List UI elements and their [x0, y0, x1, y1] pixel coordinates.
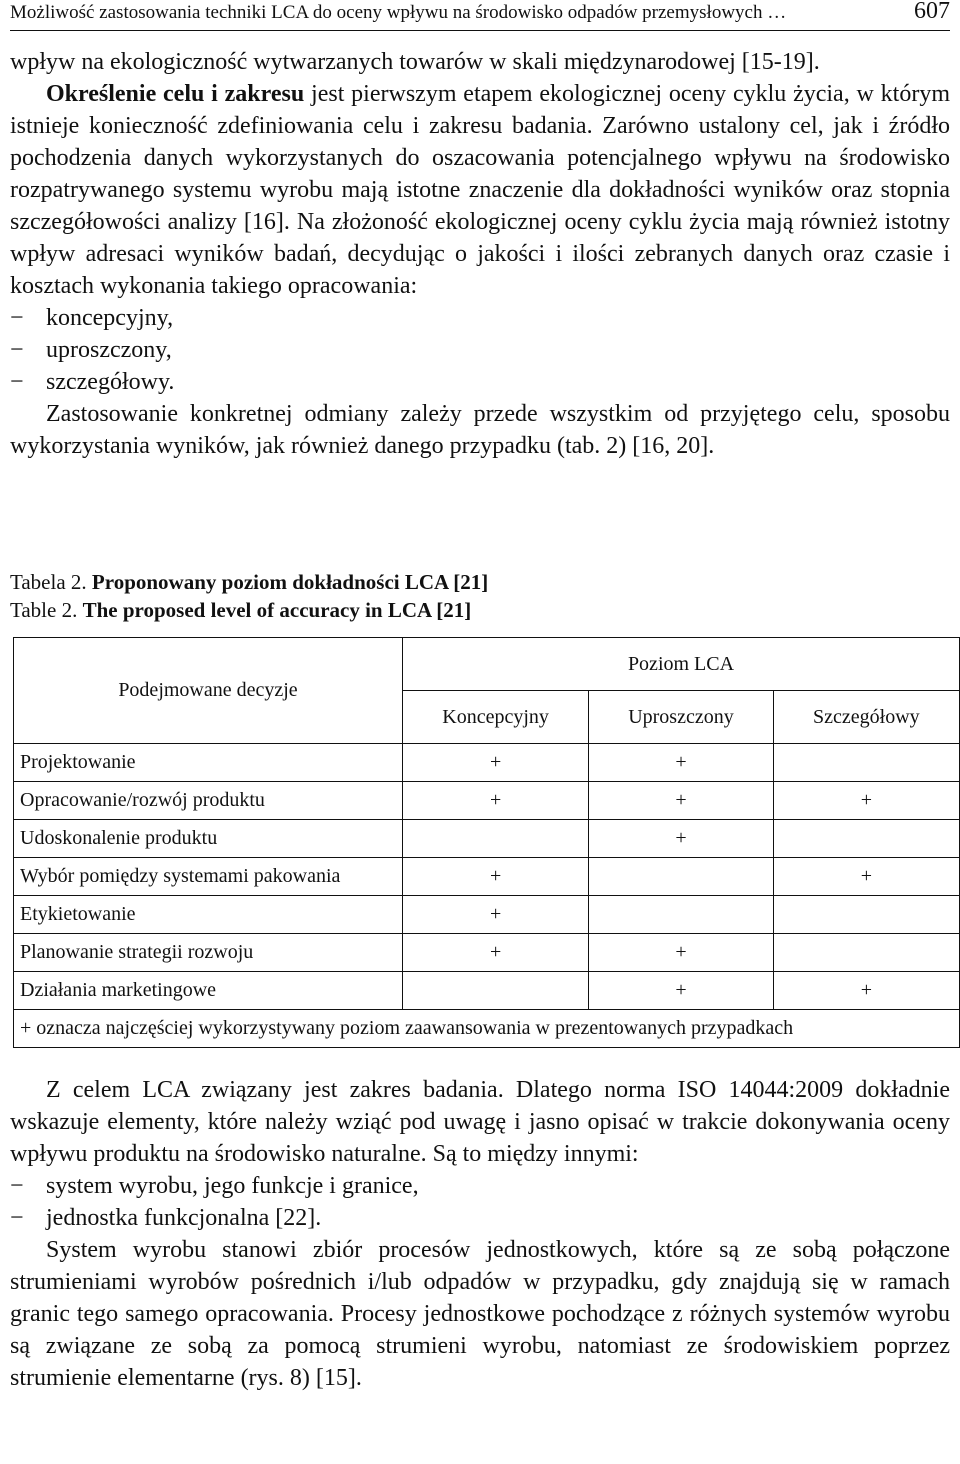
- table-cell: [403, 820, 589, 858]
- table-row: [14, 820, 960, 858]
- row-label: Planowanie strategii rozwoju: [14, 934, 403, 972]
- dash-bullet: −: [10, 305, 24, 331]
- row-label: Projektowanie: [14, 744, 403, 782]
- scope-section: [10, 1074, 950, 1394]
- list-item: − szczegółowy.: [10, 366, 950, 398]
- caption-en: Table 2. The proposed level of accuracy in LCA [21]: [10, 598, 472, 622]
- table-cell: [403, 972, 589, 1010]
- table-cell: +: [589, 820, 774, 858]
- scope-paragraph: Z celem LCA związany jest zakres badania. Dlatego norma ISO 14044:2009 dokładnie wskazuje elementy, które należy wziąć pod uwagę i jasno opisać w trakcie dokonywania oceny wpływu produktu na środowisko naturalne. Są to między innymi:: [10, 1077, 950, 1167]
- table-row: [14, 858, 960, 896]
- table-row: [14, 972, 960, 1010]
- table-header-row: [14, 638, 960, 691]
- row-label: Udoskonalenie produktu: [14, 820, 403, 858]
- continuation-paragraph: wpływ na ekologiczność wytwarzanych towarów w skali międzynarodowej [15-19].: [10, 49, 820, 75]
- table-cell: +: [773, 858, 959, 896]
- table-cell: [589, 896, 774, 934]
- list-item: − koncepcyjny,: [10, 302, 950, 334]
- row-label: Działania marketingowe: [14, 972, 403, 1010]
- table-row: [14, 934, 960, 972]
- lca-variant-list: [10, 302, 950, 398]
- table-caption: [10, 568, 950, 624]
- product-system-paragraph: System wyrobu stanowi zbiór procesów jednostkowych, które są ze sobą połączone strumieniami wyrobów pośrednich i/lub odpadów w przypadku, gdy znajdują się w ramach granic tego samego opracowania. Procesy jednostkowe pochodzące z różnych systemów wyrobu są związane ze sobą za pomocą strumieni wyrobu, natomiast ze środowiskiem poprzez strumienie elementarne (rys. 8) [15].: [10, 1237, 950, 1391]
- row-label: Opracowanie/rozwój produktu: [14, 782, 403, 820]
- table-cell: +: [589, 972, 774, 1010]
- column-header: Szczegółowy: [773, 691, 959, 744]
- table-cell: +: [773, 972, 959, 1010]
- page-number: 607: [914, 0, 950, 24]
- table-row: [14, 896, 960, 934]
- table-cell: [773, 744, 959, 782]
- table-row: [14, 744, 960, 782]
- bold-term: Określenie celu i zakresu: [46, 81, 305, 107]
- goal-scope-paragraph: [10, 78, 950, 302]
- table-cell: +: [589, 782, 774, 820]
- table-cell: +: [403, 896, 589, 934]
- table-cell: +: [403, 782, 589, 820]
- row-label: Etykietowanie: [14, 896, 403, 934]
- list-item: − jednostka funkcjonalna [22].: [10, 1202, 950, 1234]
- table-cell: +: [403, 858, 589, 896]
- running-header: [10, 0, 950, 31]
- lca-level-header: Poziom LCA: [403, 638, 960, 691]
- dash-bullet: −: [10, 369, 24, 395]
- caption-pl: Tabela 2. Proponowany poziom dokładności LCA [21]: [10, 570, 489, 594]
- list-item: − uproszczony,: [10, 334, 950, 366]
- running-title: Możliwość zastosowania techniki LCA do oceny wpływu na środowisko odpadów przemysłowych …: [10, 2, 787, 23]
- list-item: − system wyrobu, jego funkcje i granice,: [10, 1170, 950, 1202]
- lca-accuracy-table: [13, 637, 960, 1048]
- application-paragraph: Zastosowanie konkretnej odmiany zależy przede wszystkim od przyjętego celu, sposobu wykorzystania wyników, jak również danego przypadku (tab. 2) [16, 20].: [10, 401, 950, 459]
- intro-section: [10, 46, 950, 462]
- table-row: [14, 782, 960, 820]
- table-note-row: [14, 1010, 960, 1048]
- scope-elements-list: [10, 1170, 950, 1234]
- table-cell: [773, 896, 959, 934]
- table-cell: +: [403, 934, 589, 972]
- table-cell: [589, 858, 774, 896]
- paragraph-text: jest pierwszym etapem ekologicznej oceny cyklu życia, w którym istnieje konieczność zdefiniowania celu i zakresu badania. Zarówno ustalony cel, jak i źródło pochodzenia danych wykorzystanych do oszacowania potencjalnego wpływu na środowisko rozpatrywanego systemu wyrobu mają istotne znaczenie dla dokładności wyników oraz stopnia szczegółowości analizy [16]. Na złożoność ekologicznej oceny cyklu życia mają również istotny wpływ adresaci wyników badań, decydując o jakości i ilości zebranych danych oraz czasie i kosztach wykonania takiego opracowania:: [10, 81, 951, 299]
- table-cell: +: [403, 744, 589, 782]
- row-label: Wybór pomiędzy systemami pakowania: [14, 858, 403, 896]
- table-cell: +: [589, 934, 774, 972]
- table-cell: +: [773, 782, 959, 820]
- table-note: + oznacza najczęściej wykorzystywany poziom zaawansowania w prezentowanych przypadkach: [14, 1010, 960, 1048]
- table-cell: [773, 934, 959, 972]
- dash-bullet: −: [10, 1205, 24, 1231]
- table-cell: +: [589, 744, 774, 782]
- dash-bullet: −: [10, 337, 24, 363]
- dash-bullet: −: [10, 1173, 24, 1199]
- column-header: Koncepcyjny: [403, 691, 589, 744]
- column-header: Uproszczony: [589, 691, 774, 744]
- table-cell: [773, 820, 959, 858]
- decisions-header: Podejmowane decyzje: [14, 638, 403, 744]
